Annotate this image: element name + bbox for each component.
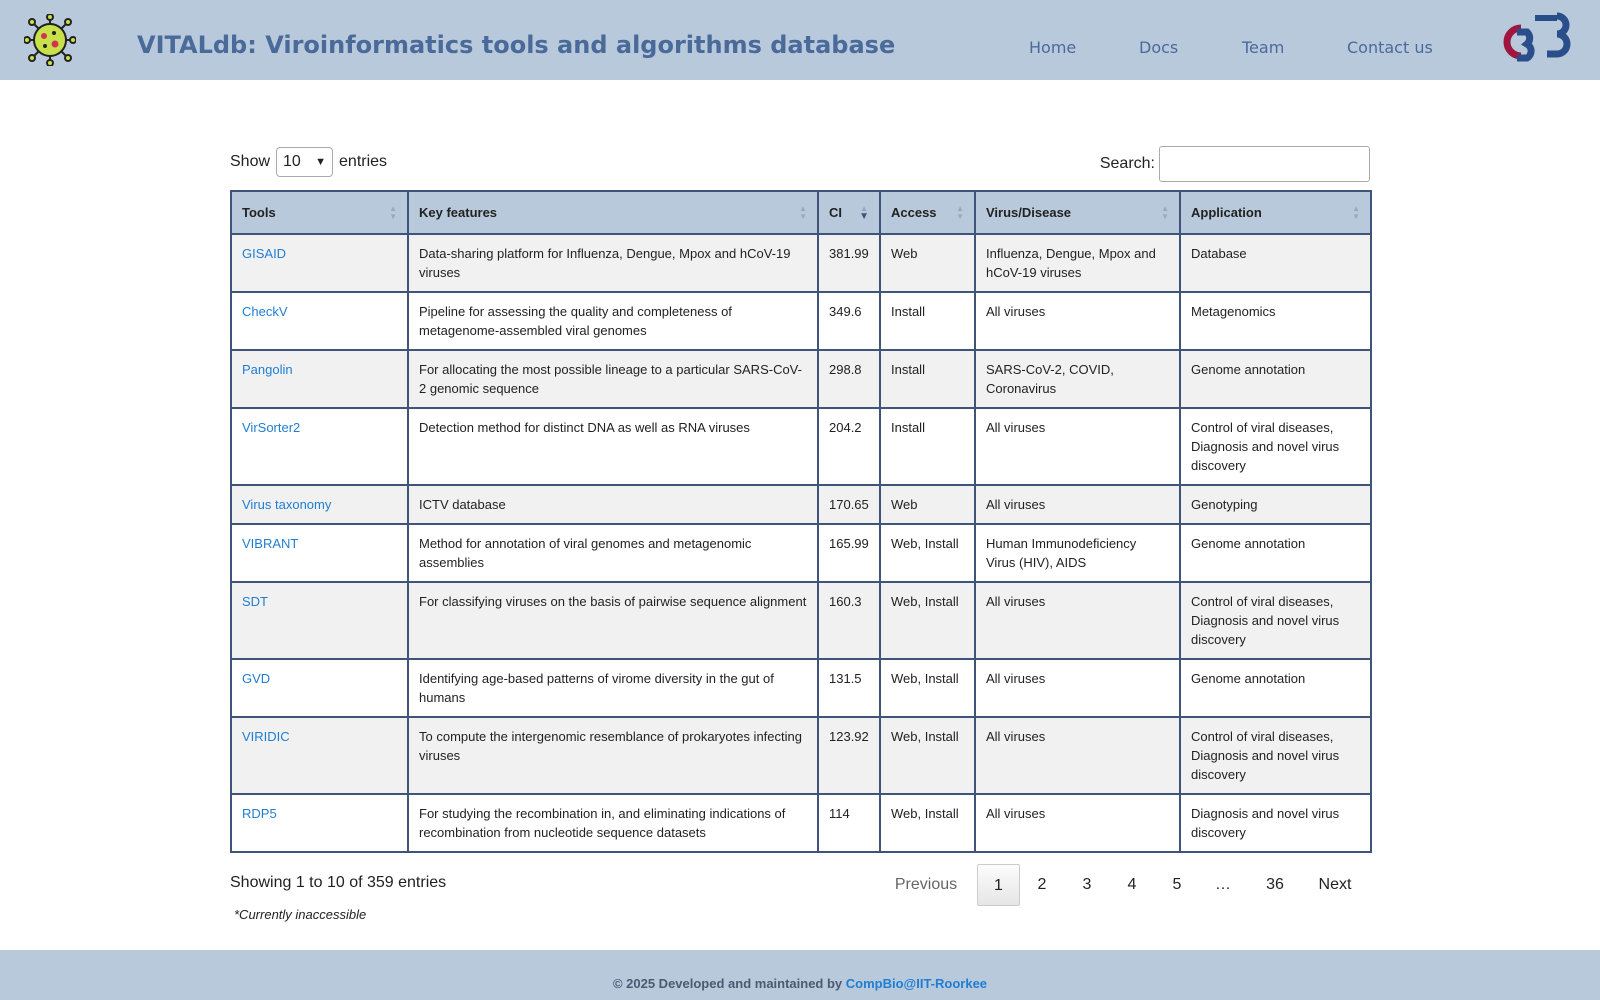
- sort-desc-icon: ▲ ▼: [859, 204, 869, 222]
- tool-link[interactable]: SDT: [231, 582, 408, 659]
- tool-link[interactable]: Pangolin: [231, 350, 408, 408]
- cbtb-logo-icon[interactable]: [1495, 12, 1575, 68]
- sort-icon: ▲ ▼: [956, 204, 964, 221]
- table-row: [231, 524, 1371, 582]
- sort-icon: ▲ ▼: [389, 204, 397, 221]
- application-cell: Database: [1180, 234, 1371, 292]
- show-label: Show: [230, 153, 271, 170]
- application-cell: Genome annotation: [1180, 350, 1371, 408]
- table-row: [231, 582, 1371, 659]
- page-button-3[interactable]: 3: [1082, 876, 1092, 893]
- key-features-cell: Data-sharing platform for Influenza, Dengue, Mpox and hCoV-19 viruses: [408, 234, 818, 292]
- tool-link[interactable]: CheckV: [231, 292, 408, 350]
- access-cell: Web, Install: [880, 794, 975, 852]
- ci-cell: 123.92: [818, 717, 880, 794]
- chevron-down-icon: ▼: [315, 156, 327, 168]
- tools-table: [230, 190, 1372, 853]
- table-row: [231, 408, 1371, 485]
- key-features-cell: For studying the recombination in, and eliminating indications of recombination from nucleotide sequence datasets: [408, 794, 818, 852]
- access-cell: Web, Install: [880, 717, 975, 794]
- virus-disease-cell: All viruses: [975, 717, 1180, 794]
- ci-cell: 349.6: [818, 292, 880, 350]
- footer-copyright: © 2025 Developed and maintained by: [612, 976, 846, 991]
- virus-disease-cell: Human Immunodeficiency Virus (HIV), AIDS: [975, 524, 1180, 582]
- access-cell: Install: [880, 292, 975, 350]
- previous-page-button[interactable]: Previous: [894, 876, 958, 893]
- table-row: [231, 794, 1371, 852]
- application-cell: Metagenomics: [1180, 292, 1371, 350]
- access-cell: Web: [880, 234, 975, 292]
- application-cell: Genome annotation: [1180, 524, 1371, 582]
- table-header-row: [231, 191, 1371, 234]
- virus-disease-cell: All viruses: [975, 408, 1180, 485]
- search-input[interactable]: [1159, 146, 1370, 182]
- key-features-cell: For classifying viruses on the basis of pairwise sequence alignment: [408, 582, 818, 659]
- tools-table-container: [230, 190, 1370, 853]
- column-header-ci[interactable]: CI ▲ ▼: [818, 191, 880, 234]
- application-cell: Control of viral diseases, Diagnosis and novel virus discovery: [1180, 408, 1371, 485]
- ci-cell: 114: [818, 794, 880, 852]
- application-cell: Genome annotation: [1180, 659, 1371, 717]
- tool-link[interactable]: RDP5: [231, 794, 408, 852]
- nav-docs-link[interactable]: Docs: [1139, 38, 1179, 57]
- application-cell: Genotyping: [1180, 485, 1371, 524]
- access-cell: Web, Install: [880, 524, 975, 582]
- key-features-cell: Pipeline for assessing the quality and completeness of metagenome-assembled viral genomes: [408, 292, 818, 350]
- table-row: [231, 717, 1371, 794]
- page-button-36[interactable]: 36: [1266, 876, 1284, 893]
- virus-disease-cell: All viruses: [975, 582, 1180, 659]
- page-size-select[interactable]: [276, 147, 333, 177]
- page-button-5[interactable]: 5: [1172, 876, 1182, 893]
- page-button-2[interactable]: 2: [1037, 876, 1047, 893]
- tool-link[interactable]: VirSorter2: [231, 408, 408, 485]
- page-length-control: [230, 147, 387, 177]
- column-header-tools[interactable]: Tools ▲ ▼: [231, 191, 408, 234]
- tool-link[interactable]: Virus taxonomy: [231, 485, 408, 524]
- access-cell: Install: [880, 408, 975, 485]
- page-button-4[interactable]: 4: [1127, 876, 1137, 893]
- application-cell: Control of viral diseases, Diagnosis and novel virus discovery: [1180, 582, 1371, 659]
- tool-link[interactable]: GISAID: [231, 234, 408, 292]
- virus-disease-cell: All viruses: [975, 485, 1180, 524]
- ci-cell: 165.99: [818, 524, 880, 582]
- column-header-access[interactable]: Access ▲ ▼: [880, 191, 975, 234]
- tool-link[interactable]: VIBRANT: [231, 524, 408, 582]
- site-footer: [0, 950, 1600, 1000]
- sort-icon: ▲ ▼: [1352, 204, 1360, 221]
- access-cell: Install: [880, 350, 975, 408]
- key-features-cell: Identifying age-based patterns of virome diversity in the gut of humans: [408, 659, 818, 717]
- key-features-cell: Method for annotation of viral genomes and metagenomic assemblies: [408, 524, 818, 582]
- sort-icon: ▲ ▼: [1161, 204, 1169, 221]
- virus-disease-cell: All viruses: [975, 659, 1180, 717]
- access-cell: Web, Install: [880, 582, 975, 659]
- virus-disease-cell: Influenza, Dengue, Mpox and hCoV-19 viruses: [975, 234, 1180, 292]
- table-row: [231, 350, 1371, 408]
- table-row: [231, 659, 1371, 717]
- application-cell: Diagnosis and novel virus discovery: [1180, 794, 1371, 852]
- nav-contact-link[interactable]: Contact us: [1347, 38, 1433, 57]
- application-cell: Control of viral diseases, Diagnosis and novel virus discovery: [1180, 717, 1371, 794]
- search-label: Search:: [1099, 155, 1155, 172]
- ci-cell: 381.99: [818, 234, 880, 292]
- page-size-value: 10: [283, 153, 301, 170]
- table-row: [231, 485, 1371, 524]
- pagination-ellipsis: …: [1215, 876, 1231, 893]
- next-page-button[interactable]: Next: [1318, 876, 1352, 893]
- footer-link[interactable]: CompBio@IIT-Roorkee: [845, 976, 988, 991]
- sort-icon: ▲ ▼: [799, 204, 807, 221]
- table-row: [231, 292, 1371, 350]
- ci-cell: 160.3: [818, 582, 880, 659]
- virus-disease-cell: All viruses: [975, 292, 1180, 350]
- virus-disease-cell: All viruses: [975, 794, 1180, 852]
- ci-cell: 170.65: [818, 485, 880, 524]
- key-features-cell: For allocating the most possible lineage to a particular SARS-CoV-2 genomic sequence: [408, 350, 818, 408]
- access-cell: Web: [880, 485, 975, 524]
- search-control: [1100, 146, 1370, 182]
- tool-link[interactable]: GVD: [231, 659, 408, 717]
- nav-team-link[interactable]: Team: [1242, 38, 1285, 57]
- key-features-cell: To compute the intergenomic resemblance of prokaryotes infecting viruses: [408, 717, 818, 794]
- footer-text: [0, 976, 1600, 991]
- tool-link[interactable]: VIRIDIC: [231, 717, 408, 794]
- ci-cell: 298.8: [818, 350, 880, 408]
- nav-home-link[interactable]: Home: [1029, 38, 1077, 57]
- key-features-cell: Detection method for distinct DNA as well as RNA viruses: [408, 408, 818, 485]
- site-title: VITALdb: Viroinformatics tools and algorithms database: [137, 31, 896, 59]
- ci-cell: 204.2: [818, 408, 880, 485]
- column-header-virus-disease[interactable]: Virus/Disease ▲ ▼: [975, 191, 1180, 234]
- column-header-application[interactable]: Application ▲ ▼: [1180, 191, 1371, 234]
- virus-logo-icon[interactable]: [24, 14, 76, 66]
- inaccessible-note: *Currently inaccessible: [234, 907, 367, 922]
- key-features-cell: ICTV database: [408, 485, 818, 524]
- site-header: [0, 0, 1600, 80]
- table-row: [231, 234, 1371, 292]
- table-info: Showing 1 to 10 of 359 entries: [230, 874, 447, 891]
- column-header-key-features[interactable]: Key features ▲ ▼: [408, 191, 818, 234]
- entries-label: entries: [339, 153, 388, 170]
- access-cell: Web, Install: [880, 659, 975, 717]
- virus-disease-cell: SARS-CoV-2, COVID, Coronavirus: [975, 350, 1180, 408]
- ci-cell: 131.5: [818, 659, 880, 717]
- page-button-1[interactable]: 1: [977, 864, 1020, 906]
